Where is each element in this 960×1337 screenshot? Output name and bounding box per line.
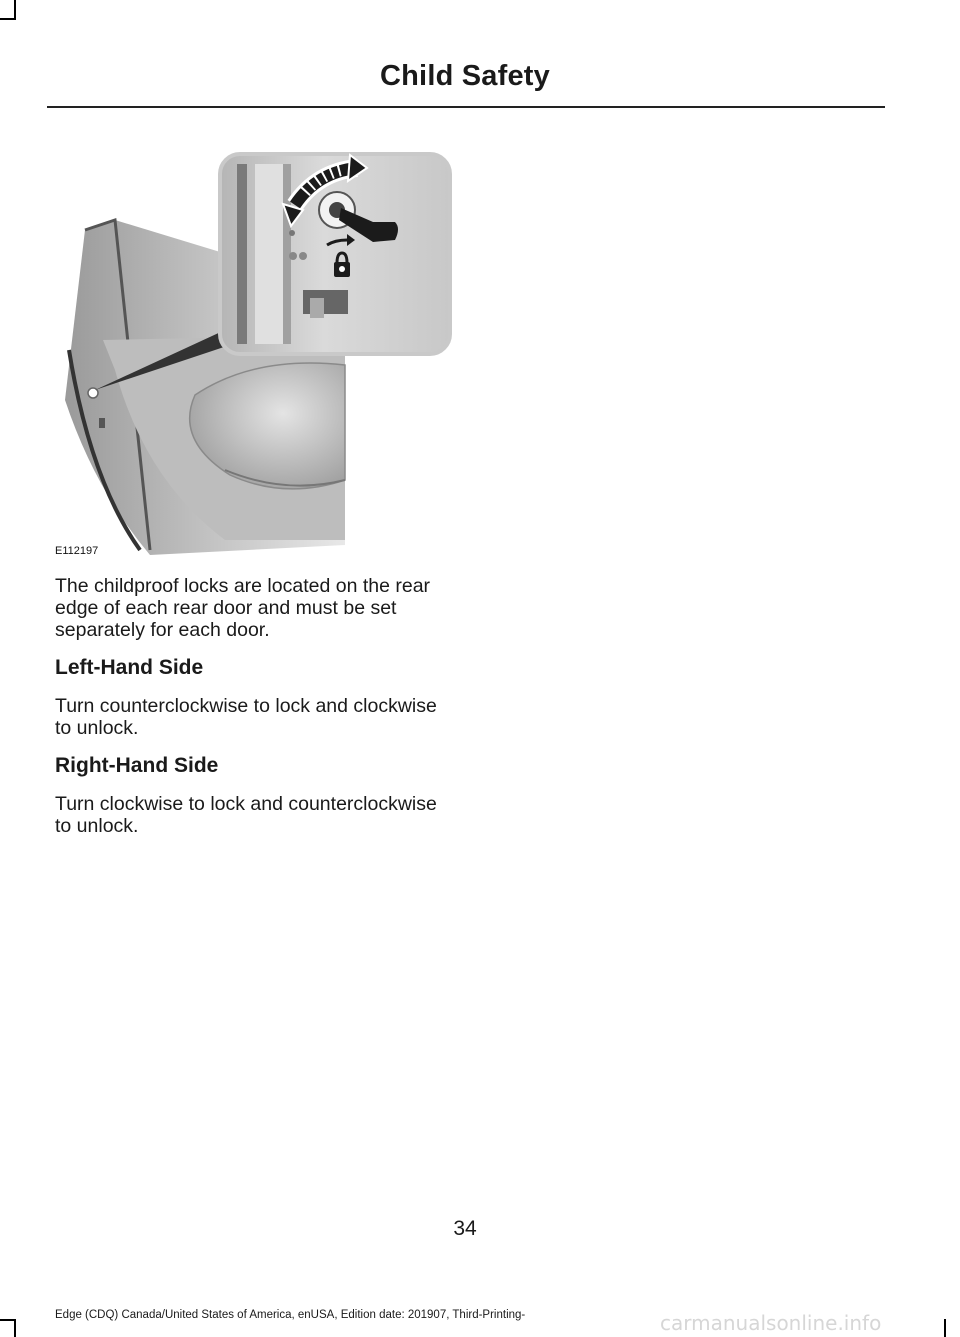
crop-mark [944,1319,946,1337]
header-rule [47,106,885,108]
crop-mark [0,1319,16,1321]
intro-paragraph: The childproof locks are located on the rear edge of each rear door and must be set separately for each door. [55,575,431,641]
crop-mark [0,18,16,20]
watermark: carmanualsonline.info [660,1311,882,1335]
child-lock-illustration [55,150,455,560]
crop-mark [14,0,16,18]
edition-line: Edge (CDQ) Canada/United States of America, enUSA, Edition date: 201907, Third-Printing- [55,1309,526,1321]
crop-mark [14,1319,16,1337]
section-heading-right-hand-side: Right-Hand Side [55,754,219,777]
page-title: Child Safety [380,60,550,92]
figure-id: E112197 [55,545,99,557]
section-heading-left-hand-side: Left-Hand Side [55,656,204,679]
section-text-left-hand-side: Turn counterclockwise to lock and clockwise to unlock. [55,695,437,739]
page-number: 34 [453,1217,477,1240]
section-text-right-hand-side: Turn clockwise to lock and counterclockwise to unlock. [55,793,437,837]
